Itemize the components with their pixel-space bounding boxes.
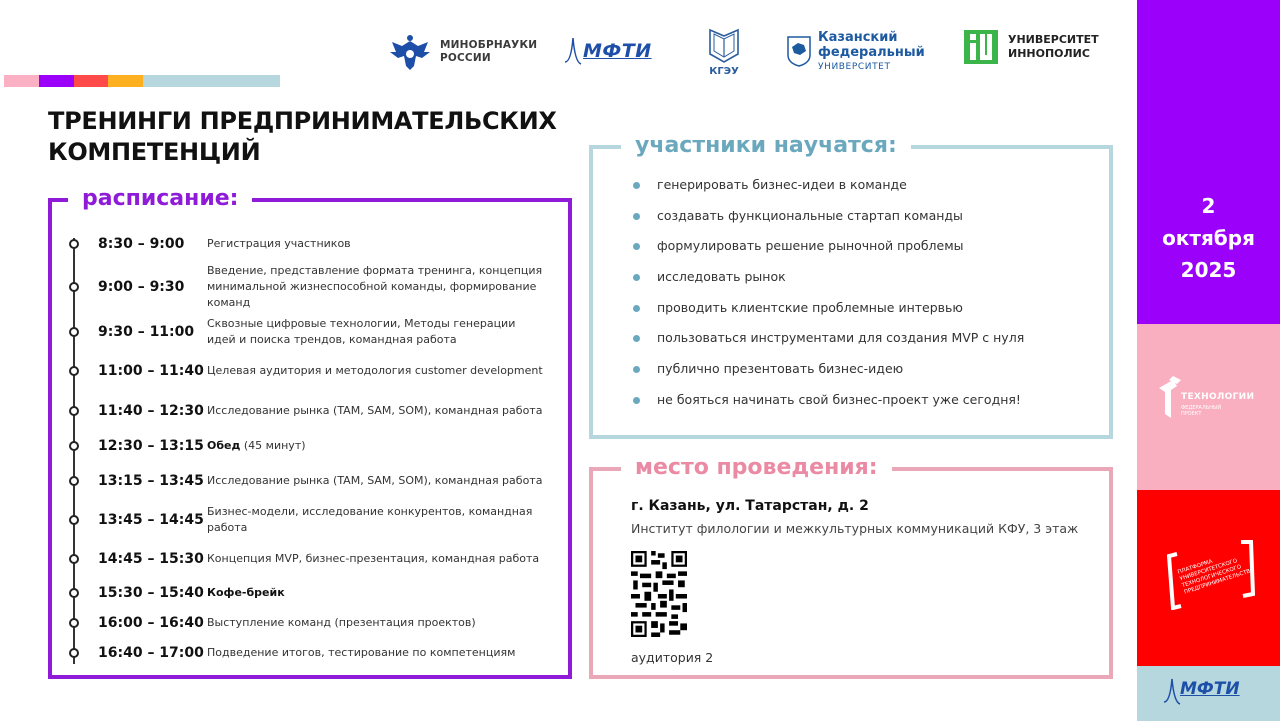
date-year: 2025 bbox=[1180, 258, 1237, 282]
innopolis-mark-icon bbox=[964, 30, 998, 64]
list-item-text: не бояться начинать свой бизнес-проект уже сегодня! bbox=[657, 391, 1021, 407]
venue-institute: Институт филологии и межкультурных коммуникаций КФУ, 3 этаж bbox=[631, 521, 1079, 536]
pulse-icon bbox=[563, 34, 583, 68]
stripe-blue bbox=[143, 75, 280, 87]
kgeu-book-icon bbox=[704, 28, 744, 64]
logo-mipt bbox=[563, 34, 652, 68]
kfu-crest-icon bbox=[786, 35, 812, 67]
list-item bbox=[633, 269, 1024, 300]
color-stripe bbox=[4, 75, 280, 87]
logo-minobrnauki bbox=[388, 32, 537, 72]
schedule-time: 16:40 – 17:00 bbox=[98, 645, 204, 661]
schedule-desc: Исследование рынка (TAM, SAM, SOM), командная работа bbox=[207, 404, 543, 417]
right-sidebar bbox=[1137, 0, 1280, 721]
event-date bbox=[1137, 190, 1280, 286]
timeline-dot-icon bbox=[69, 554, 79, 564]
timeline-dot-icon bbox=[69, 441, 79, 451]
schedule-time: 9:00 – 9:30 bbox=[98, 279, 185, 295]
title-line1: ТРЕНИНГИ ПРЕДПРИНИМАТЕЛЬСКИХ bbox=[48, 107, 557, 135]
list-item bbox=[633, 208, 1024, 239]
bullet-icon bbox=[633, 397, 640, 404]
schedule-desc bbox=[207, 438, 547, 454]
timeline-dot-icon bbox=[69, 282, 79, 292]
schedule-desc: Выступление команд (презентация проектов) bbox=[207, 616, 476, 629]
platform-panel bbox=[1137, 490, 1280, 666]
innopolis-line1: УНИВЕРСИТЕТ bbox=[1008, 33, 1099, 46]
timeline-dot-icon bbox=[69, 366, 79, 376]
list-item bbox=[633, 330, 1024, 361]
platform-text: ПЛАТФОРМА УНИВЕРСИТЕТСКОГО ТЕХНОЛОГИЧЕСКОГО ПРЕДПРИНИМАТЕЛЬСТВА bbox=[1177, 558, 1255, 596]
logo-minobr-line1: МИНОБРНАУКИ bbox=[440, 39, 538, 51]
qr-code-icon[interactable] bbox=[631, 551, 687, 637]
list-item-text: публично презентовать бизнес-идею bbox=[657, 361, 904, 377]
list-item bbox=[633, 392, 1024, 423]
title-line2: КОМПЕТЕНЦИЙ bbox=[48, 138, 261, 166]
stripe-purple bbox=[39, 75, 74, 87]
schedule-desc: Концепция MVP, бизнес-презентация, командная работа bbox=[207, 552, 540, 565]
schedule-heading: расписание: bbox=[68, 186, 252, 212]
timeline-dot-icon bbox=[69, 618, 79, 628]
list-item bbox=[633, 300, 1024, 331]
lunch-label: Обед bbox=[207, 439, 241, 452]
venue-box bbox=[589, 455, 1113, 679]
date-month: октября bbox=[1162, 226, 1255, 250]
schedule-desc: Сквозные цифровые технологии, Методы генерации идей и поиска трендов, командная работа bbox=[207, 317, 516, 346]
tech-sub2: ПРОЕКТ bbox=[1181, 411, 1202, 417]
learn-heading: участники научатся: bbox=[621, 133, 911, 159]
schedule-time: 13:45 – 14:45 bbox=[98, 512, 204, 528]
timeline-dot-icon bbox=[69, 406, 79, 416]
logo-kgeu bbox=[704, 28, 744, 77]
venue-address: г. Казань, ул. Татарстан, д. 2 bbox=[631, 498, 869, 514]
tech-sub1: ФЕДЕРАЛЬНЫЙ bbox=[1181, 405, 1222, 411]
schedule-box bbox=[48, 186, 572, 679]
venue-room: аудитория 2 bbox=[631, 650, 714, 665]
logo-innopolis bbox=[964, 30, 1099, 64]
bullet-icon bbox=[633, 182, 640, 189]
tech-title: ТЕХНОЛОГИИ bbox=[1181, 392, 1255, 402]
schedule-desc bbox=[207, 585, 547, 601]
kfu-line1: Казанский bbox=[818, 30, 898, 45]
logo-kfu bbox=[786, 30, 925, 72]
schedule-time: 11:40 – 12:30 bbox=[98, 403, 204, 419]
schedule-time: 12:30 – 13:15 bbox=[98, 438, 204, 454]
schedule-time: 9:30 – 11:00 bbox=[98, 324, 195, 340]
schedule-time: 16:00 – 16:40 bbox=[98, 615, 204, 631]
list-item-text: проводить клиентские проблемные интервью bbox=[657, 299, 963, 315]
schedule-desc: Введение, представление формата тренинга, концепция минимальной жизнеспособной команды, формирование команд bbox=[207, 264, 543, 309]
timeline-dot-icon bbox=[69, 515, 79, 525]
schedule-desc: Подведение итогов, тестирование по компетенциям bbox=[207, 646, 516, 659]
schedule-desc: Исследование рынка (TAM, SAM, SOM), командная работа bbox=[207, 474, 543, 487]
learn-list bbox=[633, 177, 1024, 423]
tech-project-panel bbox=[1137, 324, 1280, 490]
date-panel bbox=[1137, 0, 1280, 324]
coffee-break-label: Кофе-брейк bbox=[207, 586, 285, 599]
page-title bbox=[48, 106, 557, 168]
innopolis-line2: ИННОПОЛИС bbox=[1008, 47, 1090, 60]
stripe-orange bbox=[108, 75, 143, 87]
timeline-dot-icon bbox=[69, 327, 79, 337]
venue-heading: место проведения: bbox=[621, 455, 892, 481]
schedule-time: 15:30 – 15:40 bbox=[98, 585, 204, 601]
stripe-red bbox=[74, 75, 108, 87]
logo-minobr-line2: РОССИИ bbox=[440, 52, 491, 64]
list-item bbox=[633, 361, 1024, 392]
list-item bbox=[633, 238, 1024, 269]
partner-logos bbox=[388, 28, 1118, 84]
schedule-time: 11:00 – 11:40 bbox=[98, 363, 204, 379]
mipt-wordmark: МФТИ bbox=[583, 40, 652, 62]
pulse-icon bbox=[1163, 676, 1181, 708]
eagle-emblem-icon bbox=[388, 32, 432, 72]
bullet-icon bbox=[633, 305, 640, 312]
schedule-desc: Целевая аудитория и методология customer development bbox=[207, 364, 543, 377]
list-item-text: пользоваться инструментами для создания MVP с нуля bbox=[657, 330, 1025, 346]
timeline-dot-icon bbox=[69, 588, 79, 598]
stripe-pink bbox=[4, 75, 39, 87]
bullet-icon bbox=[633, 274, 640, 281]
schedule-time: 8:30 – 9:00 bbox=[98, 236, 185, 252]
timeline-dot-icon bbox=[69, 476, 79, 486]
list-item-text: генерировать бизнес-идеи в команде bbox=[657, 177, 907, 192]
timeline-dot-icon bbox=[69, 239, 79, 249]
schedule-time: 14:45 – 15:30 bbox=[98, 551, 204, 567]
schedule-time: 13:15 – 13:45 bbox=[98, 473, 204, 489]
list-item bbox=[633, 177, 1024, 208]
list-item-text: исследовать рынок bbox=[657, 269, 786, 285]
kfu-sub: УНИВЕРСИТЕТ bbox=[818, 62, 891, 72]
kgeu-wordmark: КГЭУ bbox=[709, 66, 739, 77]
timeline-line bbox=[73, 238, 75, 664]
bullet-icon bbox=[633, 335, 640, 342]
mipt-wordmark: МФТИ bbox=[1180, 679, 1240, 699]
bullet-icon bbox=[633, 366, 640, 373]
mipt-panel bbox=[1137, 666, 1280, 721]
tech-logo-icon bbox=[1157, 374, 1183, 420]
learning-outcomes-box bbox=[589, 133, 1113, 439]
schedule-desc: Бизнес-модели, исследование конкурентов, командная работа bbox=[207, 505, 533, 534]
list-item-text: создавать функциональные стартап команды bbox=[657, 207, 963, 223]
kfu-line2: федеральный bbox=[818, 45, 925, 60]
date-day: 2 bbox=[1201, 194, 1216, 218]
bullet-icon bbox=[633, 213, 640, 220]
tech-subtitle bbox=[1181, 405, 1221, 417]
lunch-duration: (45 минут) bbox=[240, 439, 306, 452]
list-item-text: формулировать решение рыночной проблемы bbox=[657, 238, 964, 254]
schedule-desc: Регистрация участников bbox=[207, 237, 351, 250]
timeline-dot-icon bbox=[69, 648, 79, 658]
bullet-icon bbox=[633, 243, 640, 250]
